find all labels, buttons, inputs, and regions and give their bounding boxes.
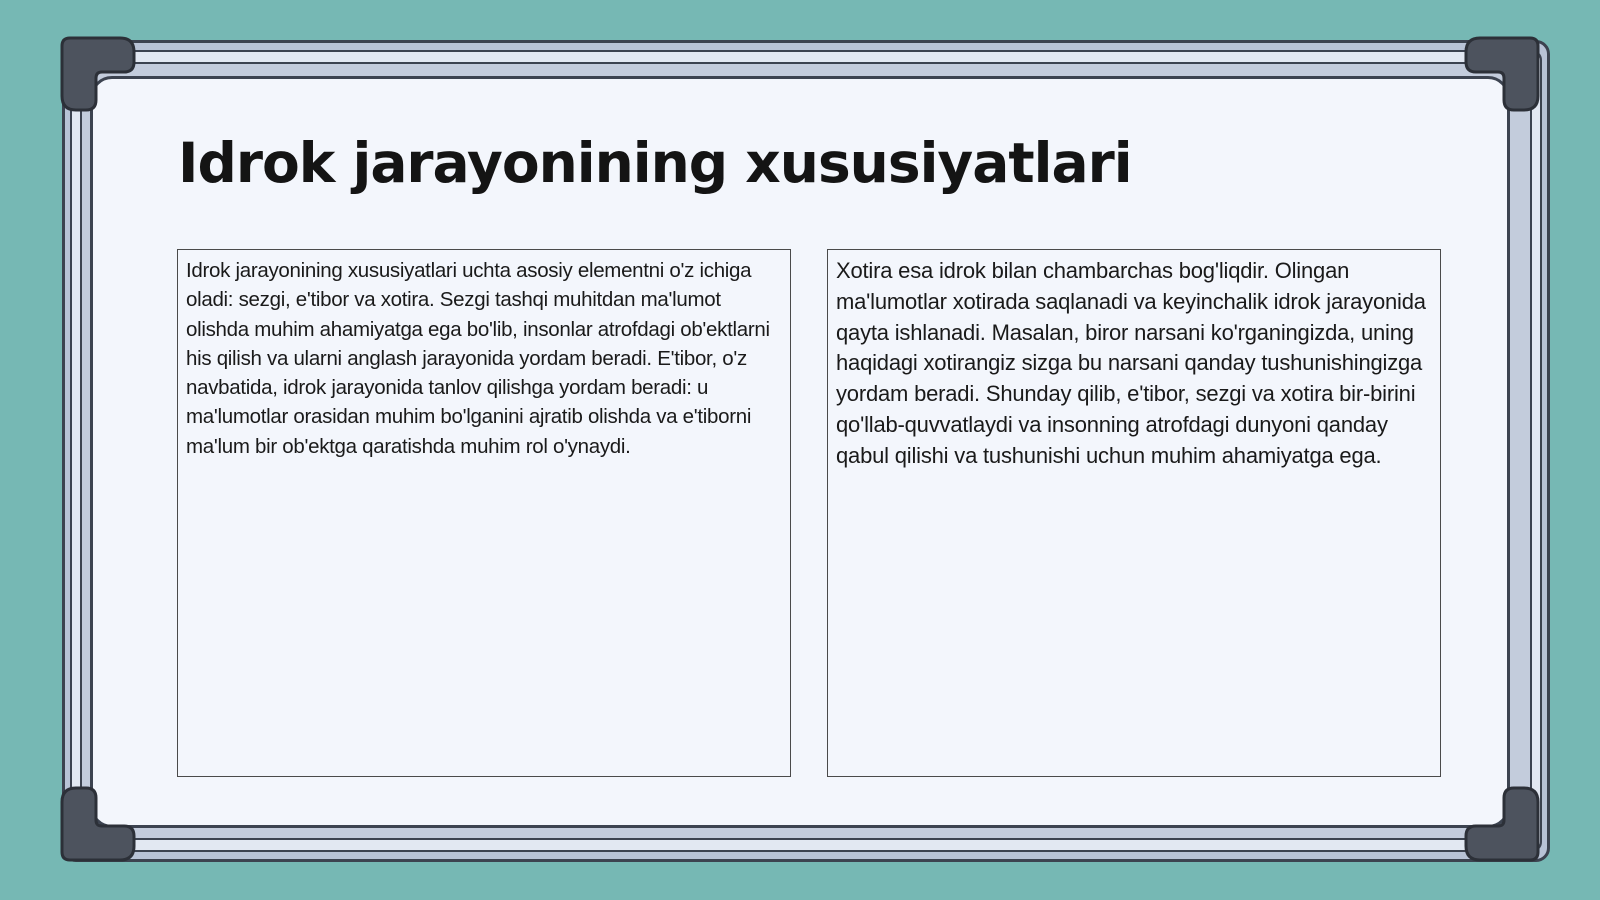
right-text-box[interactable] [827,249,1441,777]
top-right-corner-icon [1464,32,1544,112]
slide-title: Idrok jarayonining xususiyatlari [178,131,1132,195]
bottom-right-corner-icon [1464,786,1544,866]
bottom-left-corner-icon [56,786,136,866]
top-left-corner-icon [56,32,136,112]
left-text-box[interactable] [177,249,791,777]
right-paragraph: Xotira esa idrok bilan chambarchas bog'liqdir. Olingan ma'lumotlar xotirada saqlanadi va keyinchalik idrok jarayonida qayta ishlanadi. Masalan, biror narsani ko'rganingizda, uning haqidagi xotirangiz sizga bu narsani qanday tushunishingizga yordam beradi. Shunday qilib, e'tibor, sezgi va xotira bir-birini qo'llab-quvvatlaydi va insonning atrofdagi dunyoni qanday qabul qilishi va tushunishi uchun muhim ahamiyatga ega. [836,258,1426,468]
left-paragraph: Idrok jarayonining xususiyatlari uchta asosiy elementni o'z ichiga oladi: sezgi, e'tibor va xotira. Sezgi tashqi muhitdan ma'lumot olishda muhim ahamiyatga ega bo'lib, insonlar atrofdagi ob'ektlarni his qilish va ularni anglash jarayonida yordam beradi. E'tibor, o'z navbatida, idrok jarayonida tanlov qilishga yordam beradi: u ma'lumotlar orasidan muhim bo'lganini ajratib olishda va e'tiborni ma'lum bir ob'ektga qaratishda muhim rol o'ynaydi. [186,259,770,458]
